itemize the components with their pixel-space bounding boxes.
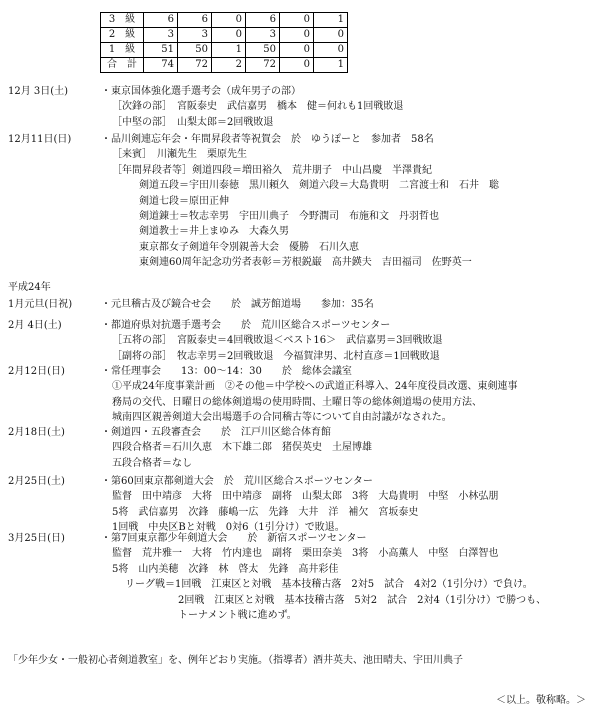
entry-line: ［副将の部］ 牧志幸男＝2回戦敗退 今福賀津男、北村直彦＝1回戦敗退 [112, 350, 440, 362]
entry-line: 5将 山内美穂 次鋒 林 啓太 先鋒 高井彩佳 [112, 563, 339, 575]
entry-line: 監督 田中靖彦 大将 田中靖彦 副将 山梨太郎 3将 大島貴明 中堅 小林弘朋 [112, 491, 499, 503]
entry-line: 剣道教士＝井上まゆみ 大森久男 [139, 226, 289, 238]
table-row [101, 43, 348, 58]
grade-cell: 72 [178, 58, 212, 73]
grade-label: 2 級 [101, 28, 144, 43]
footer-note: 「少年少女・一般初心者剣道教室」を、例年どおり実施。（指導者）酒井英夫、池田晴夫、宇田川典子 [8, 655, 463, 666]
entry-line: トーナメント戦に進めず。 [178, 610, 297, 621]
entry-line: 2回戦 江東区と対戦 基本技稽古落 5対2 試合 2対4（1引分け）で勝つも、 [178, 594, 547, 606]
grade-cell: 3 [246, 28, 280, 43]
table-row [101, 13, 348, 28]
entry-line: ・第7回東京都少年剣道大会 於 新宿スポーツセンター [101, 533, 367, 544]
entry-line: ［中堅の部］ 山梨太郎＝2回戦敗退 [112, 116, 274, 128]
entry-date: 2月12日(日) [8, 366, 65, 377]
entry-line: 5将 武信嘉男 次鋒 藤嶋一広 先鋒 大井 洋 補欠 宮坂泰史 [112, 506, 419, 518]
entry-date: 12月11日(日) [8, 134, 72, 145]
entry-line: 四段合格者＝石川久恵 木下雄二郎 猪俣英史 土屋博雄 [112, 442, 372, 454]
grade-cell: 0 [314, 43, 348, 58]
entry-line: リーグ戦＝1回戦 江東区と対戦 基本技稽古落 2対5 試合 4対2（1引分け）で負け。 [125, 579, 533, 591]
table-row [101, 28, 348, 43]
grade-cell: 0 [212, 28, 246, 43]
entry-line: 監督 荒井雅一 大将 竹内達也 副将 栗田奈美 3将 小高薫人 中堅 白澤智也 [112, 548, 499, 560]
grade-label: 1 級 [101, 43, 144, 58]
grade-cell: 0 [314, 28, 348, 43]
entry-line: ・都道府県対抗選手選考会 於 荒川区総合スポーツセンター [101, 320, 391, 331]
grade-cell: 72 [246, 58, 280, 73]
grade-cell: 51 [144, 43, 178, 58]
entry-line: ［五将の部］ 宮阪泰史＝4回戦敗退＜ベスト16＞ 武信嘉男＝3回戦敗退 [112, 335, 443, 347]
entry-line: ・東京国体強化選手選考会（成年男子の部） [101, 86, 301, 97]
entry-line: ・常任理事会 13：00～14：30 於 総体会議室 [101, 366, 352, 377]
entry-line: 1回戦 中央区Bと対戦 0対6（1引分け）で敗退。 [112, 522, 345, 534]
entry-line: 東剣連60周年記念功労者表彰＝芳根鋭巌 高井鍈夫 吉田福司 佐野英一 [139, 257, 472, 269]
entry-line: 剣道五段＝宇田川泰徳 黒川頼久 剣道六段＝大島貴明 二宮渡士和 石井 聡 [139, 180, 499, 192]
entry-line: ［次鋒の部］ 宮阪泰史 武信嘉男 橋本 健＝何れも1回戦敗退 [112, 101, 404, 113]
entry-line: 五段合格者＝なし [112, 457, 192, 469]
grade-cell: 1 [212, 43, 246, 58]
grade-cell: 0 [280, 13, 314, 28]
grade-cell: 0 [212, 13, 246, 28]
grade-cell: 50 [246, 43, 280, 58]
grade-cell: 0 [280, 28, 314, 43]
grade-cell: 1 [314, 58, 348, 73]
entry-date: 12月 3日(土) [8, 86, 69, 97]
entry-date: 1月元旦(日祝) [8, 299, 73, 310]
grade-cell: 6 [246, 13, 280, 28]
grade-cell: 0 [280, 58, 314, 73]
entry-line: ・元旦稽古及び鏡合せ会 於 誠芳館道場 参加：35名 [101, 299, 374, 310]
grade-label: 3 級 [101, 13, 144, 28]
entry-line: ・第60回東京都剣道大会 於 荒川区総合スポーツセンター [101, 476, 373, 487]
grade-cell: 2 [212, 58, 246, 73]
grade-cell: 6 [178, 13, 212, 28]
grade-cell: 3 [178, 28, 212, 43]
grade-cell: 3 [144, 28, 178, 43]
closing-text: ＜以上。敬称略。＞ [496, 695, 586, 706]
entry-line: ［年間昇段者等］剣道四段＝増田裕久 荒井朋子 中山昌慶 半澤貴紀 [112, 164, 432, 176]
grade-cell: 50 [178, 43, 212, 58]
entry-line: ・品川剣連忘年会・年間昇段者等祝賀会 於 ゆうぽーと 参加者 58名 [101, 134, 434, 145]
entry-line: 城南四区親善剣道大会出場選手の合同稽古等について自由討議がなされた。 [112, 412, 452, 424]
entry-line: 務局の交代、日曜日の総体剣道場の使用時間、土曜日等の総体剣道場の使用方法、 [112, 396, 482, 408]
grade-cell: 6 [144, 13, 178, 28]
entry-line: 東京都女子剣道年令別親善大会 優勝 石川久恵 [139, 241, 359, 253]
grade-table [100, 12, 348, 73]
grade-cell: 1 [314, 13, 348, 28]
entry-line: ①平成24年度事業計画 ②その他＝中学校への武道正科導入、24年度役員改選、東剣連事 [112, 381, 518, 393]
entry-line: ［来賓］ 川瀬先生 栗原先生 [112, 149, 247, 161]
grade-label: 合 計 [101, 58, 144, 73]
entry-date: 2月 4日(土) [8, 320, 62, 331]
entry-date: 2月25日(土) [8, 476, 65, 487]
entry-date: 2月18日(土) [8, 427, 65, 438]
entry-line: 剣道七段＝原田正伸 [139, 195, 229, 207]
year-heading: 平成24年 [8, 282, 51, 293]
grade-cell: 74 [144, 58, 178, 73]
grade-cell: 0 [280, 43, 314, 58]
entry-line: 剣道錬士＝牧志幸男 宇田川典子 今野潤司 布施和文 丹羽哲也 [139, 211, 439, 222]
entry-line: ・剣道四・五段審査会 於 江戸川区総合体育館 [101, 427, 331, 438]
table-row [101, 58, 348, 73]
entry-date: 3月25日(日) [8, 533, 65, 544]
